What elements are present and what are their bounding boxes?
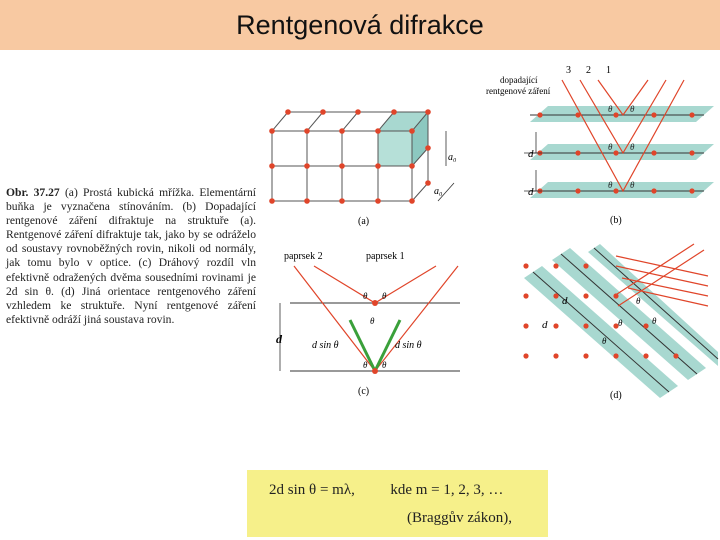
atoms-c [372,300,378,374]
angle-label-d-1: θ [636,296,641,306]
spacing-label-d-2: d [542,319,548,331]
angle-label-b-5: θ [608,180,613,190]
label-a0-diagonal: a₀ [434,186,443,197]
panel-label-c: (c) [358,386,370,397]
panel-label-d: (d) [610,390,622,401]
ray-1-label: paprsek 1 [366,251,405,262]
figure-caption [6,186,256,327]
path-label-right: d sin θ [395,340,422,351]
angle-label-d-4: θ [602,336,607,346]
label-a0-vertical: a₀ [448,152,457,163]
angle-label-b-2: θ [630,104,635,114]
bragg-law-name: (Braggův zákon), [407,510,512,526]
slide-title: Rentgenová difrakce [236,9,484,40]
angle-label-d-3: θ [618,318,623,328]
figure-a-cubic-lattice [262,98,472,230]
caption-label: Obr. 37.27 [6,186,60,199]
panel-label-b: (b) [610,215,622,226]
spacing-label-d-1: d [562,295,568,307]
angle-label-c-4: θ [363,360,368,370]
angle-label-b-4: θ [630,142,635,152]
angle-label-b-6: θ [630,180,635,190]
plane-lines-c [290,303,460,371]
caption-text: (a) Prostá kubická mřížka. Elementární buňka je vyznačena stínováním. (b) Dopadající rentgenové záření difraktuje na struktuře (a). Rentgenové záření difraktuje tak, jako by se odráželo od soustavy rovnoběžných rovin, nikoli od normály, jak tomu bylo v optice. (c) Dráhový rozdíl vln efektivně odražených dvěma sousedními rovinami je 2d sin θ. (d) Jiná orientace rentgenového záření vzhledem ke struktuře. Nyní rentgenové záření efektivně odráží jiná soustava rovin. [6,186,257,326]
path-difference-segments [350,320,400,371]
angle-label-c-1: θ [363,291,368,301]
angle-label-c-3: θ [370,316,375,326]
bragg-condition: kde m = 1, 2, 3, … [390,482,504,498]
unit-cell-front [378,131,412,166]
angle-label-b-1: θ [608,104,613,114]
ray-label-1: 1 [606,65,611,76]
angle-label-c-2: θ [382,291,387,301]
spacing-label-c: d [276,332,282,346]
path-label-left: d sin θ [312,340,339,351]
incident-label-line2: rentgenové záření [486,86,551,96]
ray-label-2: 2 [586,65,591,76]
panel-label-a: (a) [358,216,370,227]
incident-label-line1: dopadající [500,75,538,85]
figure-c-path-difference [262,240,472,400]
figure-b-bragg-planes [478,60,718,230]
angle-label-d-2: θ [652,316,657,326]
formula-main-line [269,482,503,499]
bragg-equation: 2d sin θ = mλ, [269,482,355,498]
ray-2-label: paprsek 2 [284,251,323,262]
spacing-marks-b [524,132,542,191]
figure-d-other-orientation [518,248,718,403]
bragg-formula-box [247,470,548,537]
bragg-rays [562,80,684,191]
title-bar [0,0,720,50]
ray-label-3: 3 [566,65,571,76]
spacing-label-b-1: d [528,148,534,160]
angle-label-b-3: θ [608,142,613,152]
spacing-label-b-2: d [528,186,534,198]
angle-label-c-5: θ [382,360,387,370]
rays-c [294,266,458,371]
